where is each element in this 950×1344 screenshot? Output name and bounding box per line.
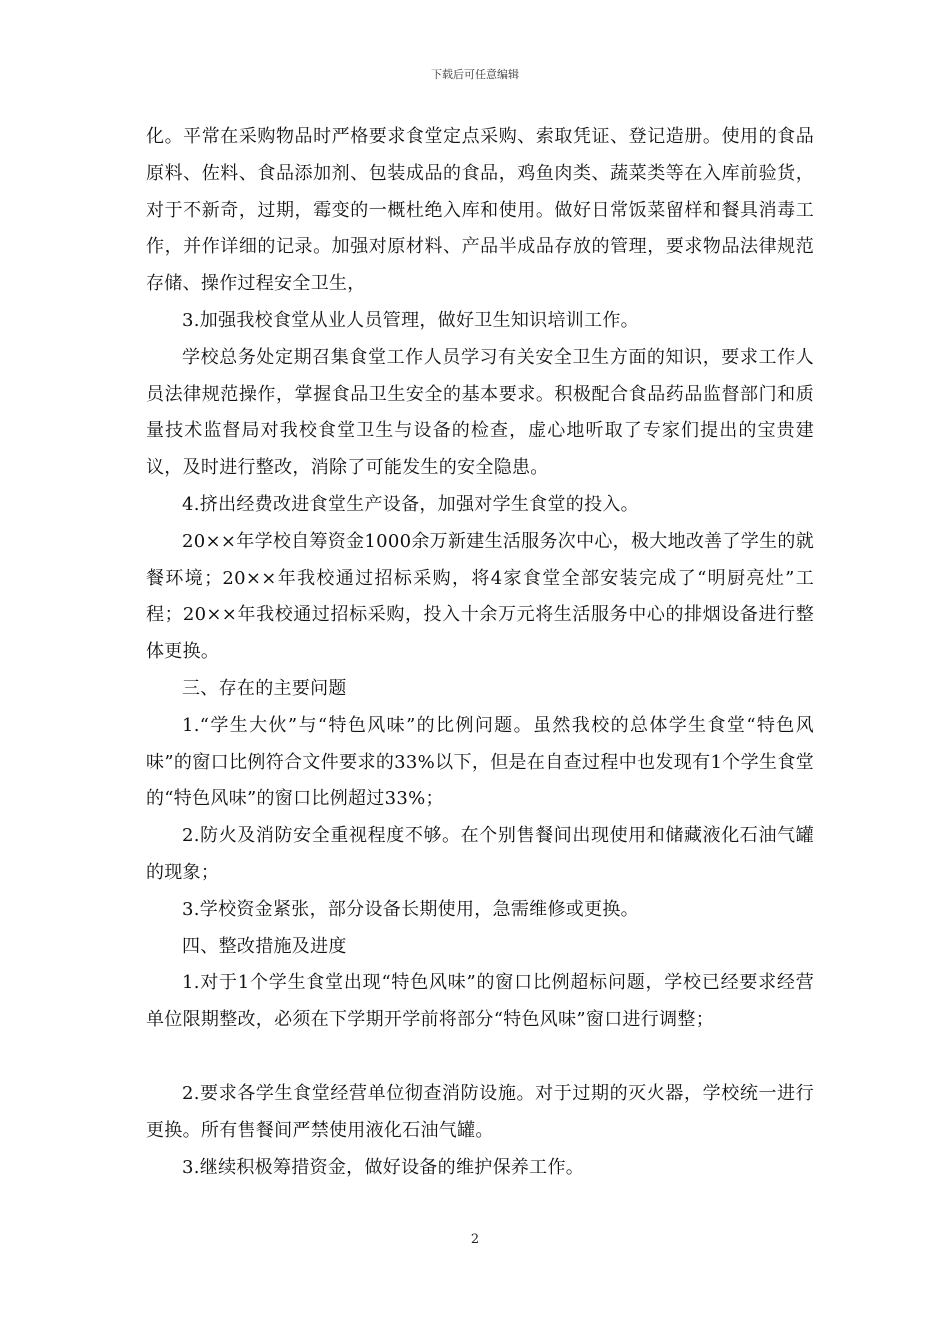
paragraph-problem-2: 2.防火及消防安全重视程度不够。在个别售餐间出现使用和储藏液化石油气罐的现象；: [146, 825, 814, 883]
section-heading-measures: 四、整改措施及进度: [182, 935, 347, 957]
paragraph-continuation: 化。平常在采购物品时严格要求食堂定点采购、索取凭证、登记造册。使用的食品原料、佐料、食品添加剂、包装成品的食品，鸡鱼肉类、蔬菜类等在入库前验货，对于不新奇，过期，霉变的一概杜绝入库和使用。做好日常饭菜留样和餐具消毒工作，并作详细的记录。加强对原材料、产品半成品存放的管理，要求物品法律规范存储、操作过程安全卫生，: [146, 126, 814, 295]
section-heading-problems: 三、存在的主要问题: [182, 677, 347, 699]
paragraph-staff-training: 学校总务处定期召集食堂工作人员学习有关安全卫生方面的知识，要求工作人员法律规范操作，掌握食品卫生安全的基本要求。积极配合食品药品监督部门和质量技术监督局对我校食堂卫生与设备的检查，虚心地听取了专家们提出的宝贵建议，及时进行整改，消除了可能发生的安全隐患。: [146, 346, 814, 479]
paragraph-measure-1: 1.对于1个学生食堂出现“特色风味”的窗口比例超标问题，学校已经要求经营单位限期整改，必须在下学期开学前将部分“特色风味”窗口进行调整；: [146, 972, 814, 1031]
paragraph-item-3-heading: 3.加强我校食堂从业人员管理，做好卫生知识培训工作。: [182, 309, 639, 331]
paragraph-measure-3: 3.继续积极筹措资金，做好设备的维护保养工作。: [182, 1156, 585, 1178]
paragraph-problem-3: 3.学校资金紧张，部分设备长期使用，急需维修或更换。: [182, 898, 639, 920]
document-body: [146, 119, 814, 1186]
page-number: 2: [470, 1232, 480, 1247]
paragraph-investment: 20××年学校自筹资金1000余万新建生活服务次中心，极大地改善了学生的就餐环境；20××年我校通过招标采购，将4家食堂全部安装完成了“明厨亮灶”工程；20××年我校通过招标采购，投入十余万元将生活服务中心的排烟设备进行整体更换。: [146, 530, 814, 663]
paragraph-item-4-heading: 4.挤出经费改进食堂生产设备，加强对学生食堂的投入。: [182, 493, 639, 515]
paragraph-measure-2: 2.要求各学生食堂经营单位彻查消防设施。对于过期的灭火器，学校统一进行更换。所有售餐间严禁使用液化石油气罐。: [146, 1082, 814, 1141]
blank-line: [146, 1039, 814, 1076]
paragraph-problem-1: 1.“学生大伙”与“特色风味”的比例问题。虽然我校的总体学生食堂“特色风味”的窗口比例符合文件要求的33%以下，但是在自查过程中也发现有1个学生食堂的“特色风味”的窗口比例超过33%；: [146, 714, 814, 810]
page-header: 下载后可任意编辑: [431, 68, 519, 81]
